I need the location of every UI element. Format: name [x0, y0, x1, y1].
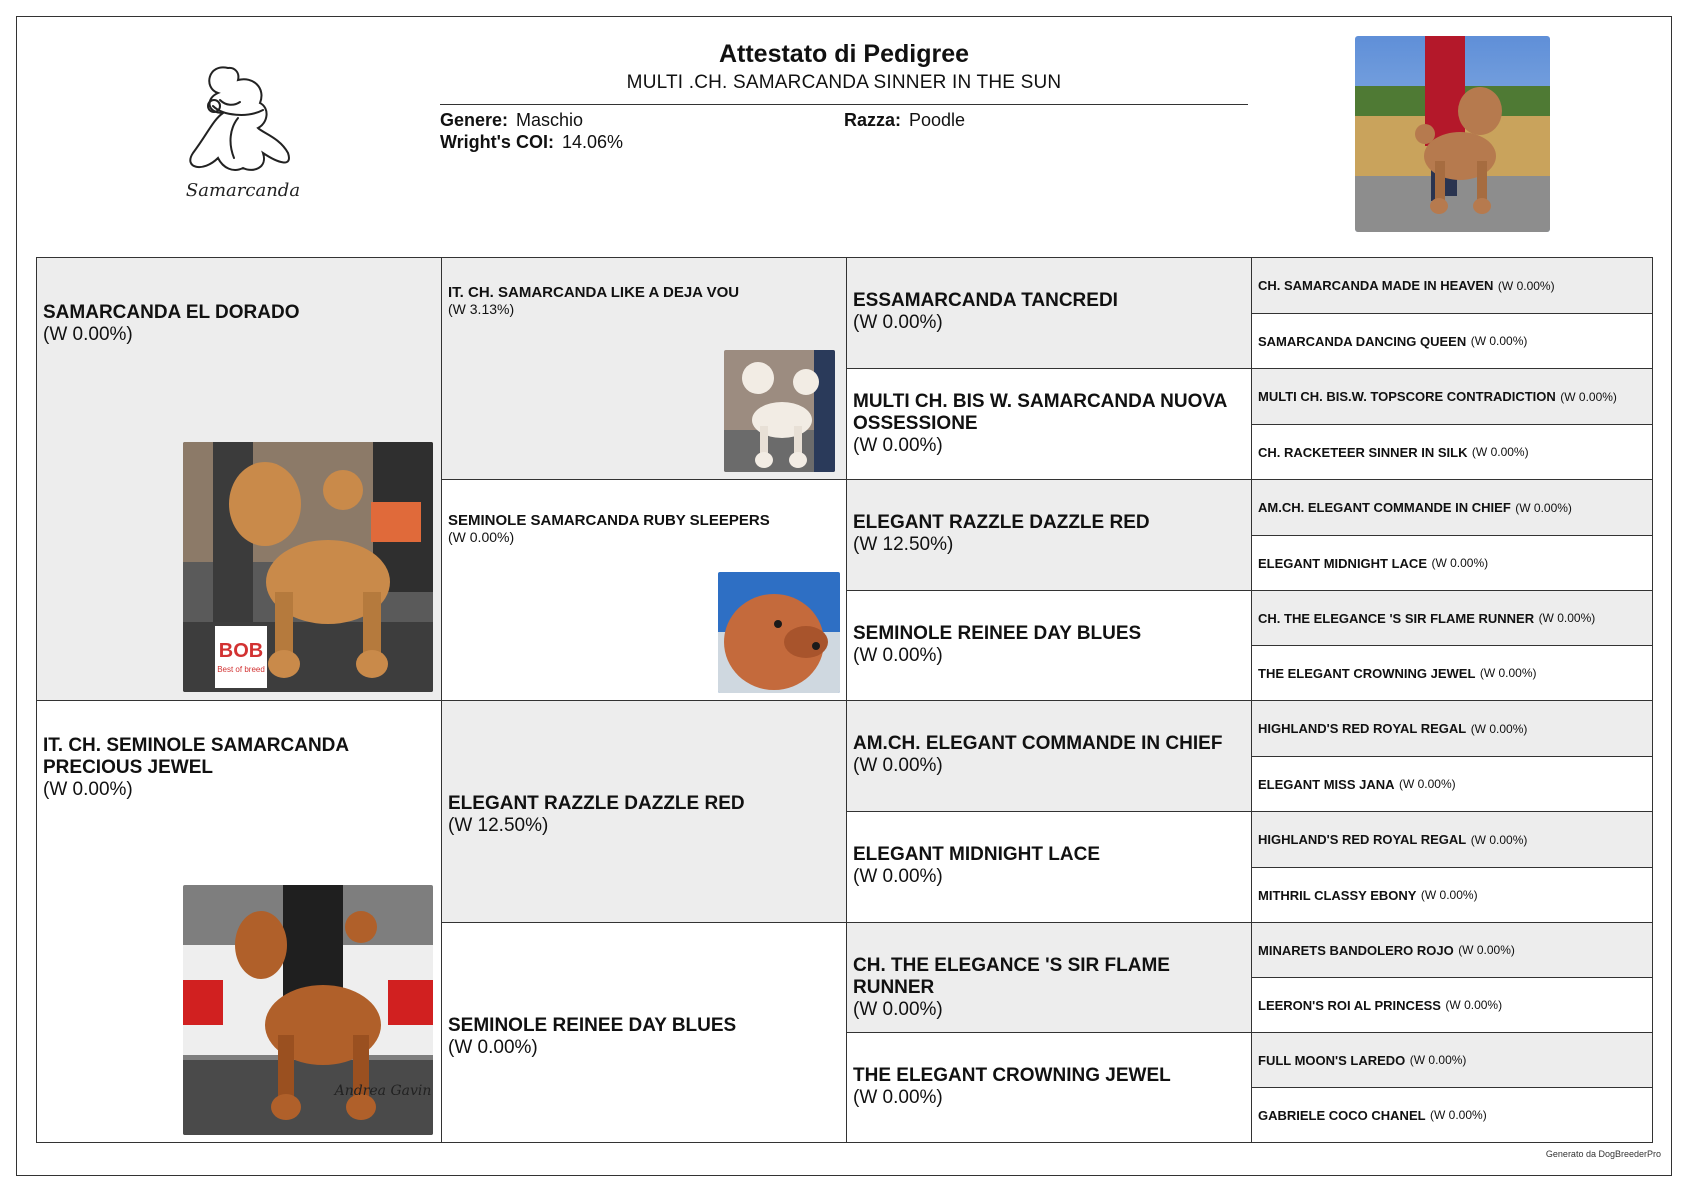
ancestor-name: GABRIELE COCO CHANEL [1258, 1107, 1426, 1123]
ancestor-name: CH. RACKETEER SINNER IN SILK [1258, 444, 1468, 460]
gen4-cell-11 [1252, 812, 1653, 868]
pedigree-grid [36, 257, 1653, 1143]
ancestor-name: MULTI CH. BIS W. SAMARCANDA NUOVA OSSESSIONE [853, 391, 1227, 434]
ancestor-name: SAMARCANDA EL DORADO [43, 302, 300, 323]
sire-photo [183, 442, 433, 692]
breed-field [844, 110, 965, 131]
ancestor-name: AM.CH. ELEGANT COMMANDE IN CHIEF [853, 733, 1223, 754]
ancestor-coi: (W 0.00%) [1431, 556, 1489, 570]
ancestor-coi: (W 12.50%) [448, 815, 549, 836]
gen3-cell-8 [847, 1033, 1252, 1143]
gen3-cell-5 [847, 701, 1252, 812]
ancestor-name: IT. CH. SEMINOLE SAMARCANDA PRECIOUS JEWEL [43, 735, 349, 778]
ancestor-name: ELEGANT RAZZLE DAZZLE RED [853, 512, 1150, 533]
logo-wordmark: Samarcanda [185, 180, 301, 201]
gen4-cell-1 [1252, 258, 1653, 314]
ancestor-name: CH. SAMARCANDA MADE IN HEAVEN [1258, 278, 1494, 293]
ancestor-name: ELEGANT MIDNIGHT LACE [1258, 555, 1427, 571]
gen4-cell-9 [1252, 701, 1653, 757]
gen4-cell-12 [1252, 868, 1653, 923]
gen2-cell-3 [442, 701, 847, 923]
gen3-cell-2 [847, 369, 1252, 480]
ancestor-coi: (W 0.00%) [1445, 998, 1503, 1012]
gen3-cell-6 [847, 812, 1252, 923]
ancestor-name: MINARETS BANDOLERO ROJO [1258, 942, 1454, 958]
samarcanda-logo [168, 58, 318, 208]
ancestor-name: THE ELEGANT CROWNING JEWEL [1258, 665, 1476, 681]
gen4-cell-15 [1252, 1033, 1653, 1088]
ancestor-name: MULTI CH. BIS.W. TOPSCORE CONTRADICTION [1258, 389, 1556, 404]
coi-label: Wright's COI: [440, 132, 554, 152]
ancestor-name: SEMINOLE REINEE DAY BLUES [853, 623, 1142, 644]
ancestor-coi: (W 0.00%) [1458, 943, 1515, 957]
ancestor-coi: (W 0.00%) [1430, 1108, 1487, 1122]
gen4-cell-5 [1252, 480, 1653, 536]
gen2-photo-1 [724, 350, 835, 472]
ancestor-name: ELEGANT MISS JANA [1258, 776, 1395, 792]
ancestor-name: SAMARCANDA DANCING QUEEN [1258, 333, 1467, 349]
ancestor-coi: (W 0.00%) [448, 1037, 538, 1058]
coi-value: 14.06% [561, 132, 624, 152]
gen3-cell-7 [847, 923, 1252, 1033]
ancestor-name: ELEGANT MIDNIGHT LACE [853, 844, 1100, 865]
ancestor-coi: (W 0.00%) [1470, 334, 1528, 348]
gen4-cell-3 [1252, 369, 1653, 425]
bob-badge-sub: Best of breed [217, 665, 265, 674]
ancestor-name: SEMINOLE REINEE DAY BLUES [448, 1015, 737, 1036]
ancestor-coi: (W 0.00%) [1420, 888, 1478, 902]
ancestor-name: MITHRIL CLASSY EBONY [1258, 887, 1417, 903]
ancestor-coi: (W 0.00%) [853, 312, 943, 333]
sex-value: Maschio [516, 110, 584, 130]
dam-photo [183, 885, 433, 1135]
gen2-cell-1 [442, 258, 847, 480]
ancestor-name: THE ELEGANT CROWNING JEWEL [853, 1065, 1171, 1086]
bob-badge: BOB [218, 640, 264, 662]
ancestor-coi: (W 0.00%) [853, 755, 943, 776]
gen2-cell-4 [442, 923, 847, 1143]
breed-value: Poodle [909, 110, 966, 130]
ancestor-coi: (W 0.00%) [43, 779, 133, 800]
gen2-photo-2 [718, 572, 840, 693]
ancestor-coi: (W 0.00%) [1470, 721, 1528, 736]
ancestor-coi: (W 0.00%) [1479, 666, 1537, 680]
ancestor-name: ELEGANT RAZZLE DAZZLE RED [448, 793, 745, 814]
gen4-cell-16 [1252, 1088, 1653, 1143]
ancestor-name: FULL MOON'S LAREDO [1258, 1052, 1406, 1068]
ancestor-coi: (W 0.00%) [1538, 611, 1596, 625]
header-divider [440, 104, 1248, 105]
coi-field [440, 132, 623, 153]
ancestor-name: CH. THE ELEGANCE 'S SIR FLAME RUNNER [1258, 610, 1535, 626]
main-dog-photo [1355, 36, 1550, 232]
ancestor-name: CH. THE ELEGANCE 'S SIR FLAME RUNNER [853, 955, 1170, 998]
ancestor-coi: (W 0.00%) [1471, 445, 1529, 459]
ancestor-coi: (W 0.00%) [1560, 389, 1617, 404]
ancestor-name: AM.CH. ELEGANT COMMANDE IN CHIEF [1258, 500, 1511, 515]
ancestor-name: LEERON'S ROI AL PRINCESS [1258, 997, 1441, 1013]
generator-credit: Generato da DogBreederPro [1545, 1149, 1661, 1159]
ancestor-name: IT. CH. SAMARCANDA LIKE A DEJA VOU [448, 284, 740, 301]
sire-cell [37, 258, 442, 701]
gen4-cell-13 [1252, 923, 1653, 978]
photo-signature: Andrea Gavin [334, 1083, 432, 1099]
ancestor-coi: (W 0.00%) [1398, 777, 1456, 791]
ancestor-coi: (W 0.00%) [853, 435, 943, 456]
ancestor-coi: (W 3.13%) [448, 301, 515, 317]
ancestor-coi: (W 0.00%) [853, 999, 943, 1020]
ancestor-coi: (W 0.00%) [853, 866, 943, 887]
gen2-cell-2 [442, 480, 847, 701]
ancestor-coi: (W 0.00%) [1515, 500, 1572, 515]
ancestor-name: ESSAMARCANDA TANCREDI [853, 290, 1118, 311]
gen4-cell-2 [1252, 314, 1653, 369]
ancestor-coi: (W 0.00%) [1497, 278, 1555, 293]
gen3-cell-1 [847, 258, 1252, 369]
sex-field [440, 110, 583, 131]
ancestor-coi: (W 0.00%) [853, 645, 943, 666]
gen3-cell-3 [847, 480, 1252, 591]
gen4-cell-14 [1252, 978, 1653, 1033]
dam-cell [37, 701, 442, 1143]
ancestor-coi: (W 0.00%) [1409, 1053, 1467, 1067]
gen4-cell-6 [1252, 536, 1653, 591]
breed-label: Razza: [844, 110, 902, 130]
gen4-cell-7 [1252, 591, 1653, 646]
gen4-cell-4 [1252, 425, 1653, 480]
ancestor-coi: (W 0.00%) [853, 1087, 943, 1108]
sex-label: Genere: [440, 110, 509, 130]
gen3-cell-4 [847, 591, 1252, 701]
page-title: Attestato di Pedigree [718, 40, 970, 68]
ancestor-coi: (W 0.00%) [448, 529, 515, 545]
dog-name: MULTI .CH. SAMARCANDA SINNER IN THE SUN [626, 72, 1062, 93]
ancestor-coi: (W 12.50%) [853, 534, 954, 555]
gen4-cell-10 [1252, 757, 1653, 812]
gen4-cell-8 [1252, 646, 1653, 701]
ancestor-coi: (W 0.00%) [43, 324, 133, 345]
ancestor-coi: (W 0.00%) [1470, 832, 1528, 847]
ancestor-name: HIGHLAND'S RED ROYAL REGAL [1258, 721, 1467, 736]
ancestor-name: HIGHLAND'S RED ROYAL REGAL [1258, 832, 1467, 847]
ancestor-name: SEMINOLE SAMARCANDA RUBY SLEEPERS [448, 512, 770, 529]
